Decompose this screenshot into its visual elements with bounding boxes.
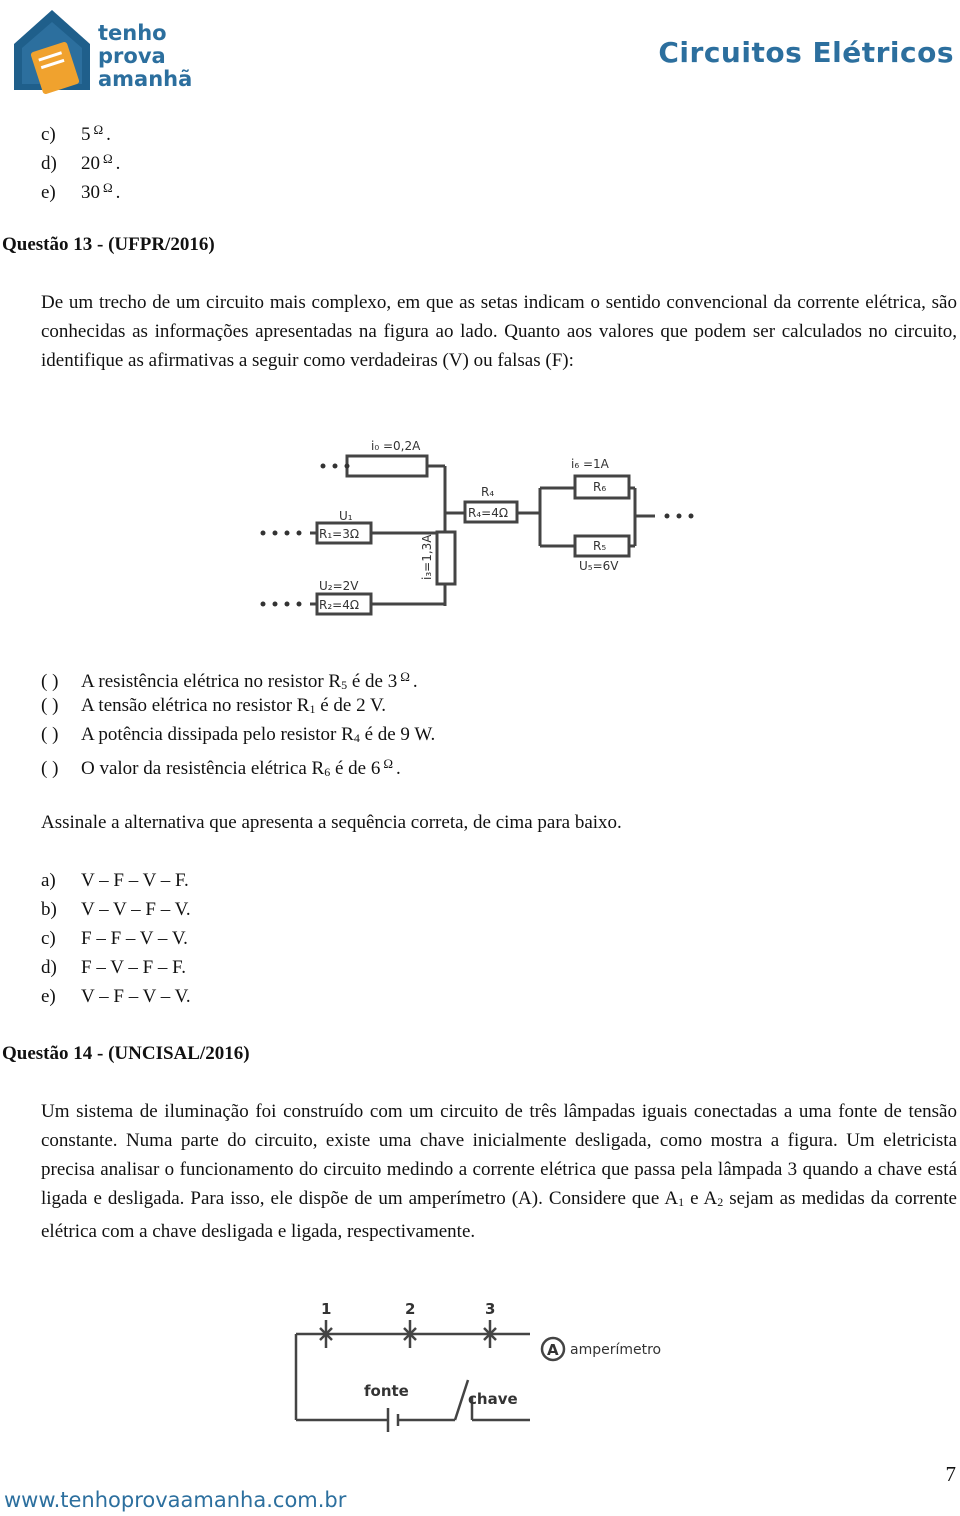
question-13-text: De um trecho de um circuito mais complexo, em que as setas indicam o sentido convencional da corrente elétrica, são conhecidas as informações apresentadas na figura ao lado. Quanto aos valores que podem ser calculados no circuito, identifique as afirmativas a seguir como verdadeiras (V) ou falsas (F): (41, 292, 957, 371)
answer-option (41, 895, 191, 924)
question-14-text-c: sejam as medidas da corrente elétrica com a chave desligada e ligada, respectivamente. (41, 1188, 957, 1242)
question-13-instruction: Assinale a alternativa que apresenta a sequência correta, de cima para baixo. (41, 812, 622, 833)
option-row (41, 173, 120, 207)
label-r2: R₂=4Ω (319, 598, 360, 612)
question-14-title: Questão 14 - (UNCISAL/2016) (2, 1043, 250, 1064)
answer-option (41, 924, 188, 953)
switch-label: chave (468, 1390, 518, 1408)
statement-sub: 6 (324, 765, 331, 779)
lamp-2-label: 2 (405, 1300, 416, 1318)
option-end: . (106, 124, 111, 145)
question-14-text-b: e A (684, 1188, 718, 1209)
ohm-symbol: Ω (93, 122, 104, 137)
subscript-2: 2 (717, 1195, 724, 1209)
circuit-figure-13 (255, 428, 705, 618)
question-14-text-a: Um sistema de iluminação foi construído com um circuito de três lâmpadas iguais conectadas a uma fonte de tensão constante. Numa parte do circuito, existe uma chave inicialmente desligada, como mostra a figura. Um eletricista precisa analisar o funcionamento do circuito medindo a corrente elétrica que passa pela lâmpada 3 quando a chave está ligada e desligada. Para isso, ele dispõe de um amperímetro (A). Considere que A (41, 1101, 957, 1209)
answer-text: V – V – F – V. (81, 899, 191, 920)
answer-option (41, 982, 191, 1011)
ohm-symbol: Ω (103, 180, 113, 195)
option-letter: d) (41, 153, 57, 174)
logo-icon (6, 4, 96, 96)
answer-letter: b) (41, 899, 57, 920)
ohm-symbol: Ω (383, 756, 393, 771)
statement-text-end: é de 2 V. (315, 695, 387, 716)
answer-option (41, 953, 186, 982)
option-value: 30 (81, 182, 100, 203)
ammeter-symbol: A (547, 1341, 559, 1359)
statement-text: A tensão elétrica no resistor R (81, 695, 310, 716)
page-number: 7 (945, 1462, 956, 1486)
label-i0: i₀ =0,2A (371, 439, 421, 453)
logo (6, 4, 193, 96)
answer-letter: a) (41, 870, 56, 891)
subscript-1: 1 (678, 1195, 685, 1209)
label-i6: i₆ =1A (571, 457, 609, 471)
label-r4: R₄=4Ω (468, 506, 509, 520)
source-label: fonte (364, 1382, 409, 1400)
statement-text-end: é de 6 (330, 758, 381, 779)
option-end: . (115, 182, 121, 203)
label-r1: R₁=3Ω (319, 527, 360, 541)
option-letter: e) (41, 182, 56, 203)
label-r6: R₆ (593, 480, 607, 494)
statement-sub: 5 (341, 678, 348, 692)
answer-text: V – F – V – F. (81, 870, 189, 891)
statement-text: O valor da resistência elétrica R (81, 758, 325, 779)
header (0, 0, 960, 100)
brand-title: Circuitos Elétricos (658, 36, 954, 69)
statement-text: A potência dissipada pelo resistor R (81, 724, 354, 745)
ohm-symbol: Ω (103, 151, 113, 166)
statement-box: ( ) (41, 695, 59, 716)
statement-text: A resistência elétrica no resistor R (81, 671, 342, 692)
lamp-3-label: 3 (485, 1300, 496, 1318)
answer-letter: c) (41, 928, 56, 949)
statement-box: ( ) (41, 758, 59, 779)
option-value: 20 (81, 153, 100, 174)
circuit-figure-14 (290, 1296, 680, 1442)
statement-row (41, 749, 401, 787)
label-u1: U₁ (339, 509, 353, 523)
option-value: 5 (81, 124, 91, 145)
option-letter: c) (41, 124, 56, 145)
statement-text-end: é de 9 W. (359, 724, 436, 745)
statement-end: . (396, 758, 401, 779)
label-u2: U₂=2V (319, 579, 359, 593)
label-u5: U₅=6V (579, 559, 619, 573)
question-14-text (41, 1097, 957, 1246)
footer-url[interactable]: www.tenhoprovaamanha.com.br (4, 1488, 347, 1512)
option-end: . (115, 153, 121, 174)
answer-option (41, 866, 189, 895)
statement-box: ( ) (41, 724, 59, 745)
answer-letter: e) (41, 986, 56, 1007)
statement-sub: 1 (309, 702, 316, 716)
question-13-title: Questão 13 - (UFPR/2016) (2, 234, 215, 255)
logo-line-2: prova (98, 44, 166, 68)
answer-text: F – F – V – V. (81, 928, 188, 949)
statement-box: ( ) (41, 671, 59, 692)
answer-text: F – V – F – F. (81, 957, 186, 978)
statement-sub: 4 (353, 731, 360, 745)
statement-text-end: é de 3 (347, 671, 398, 692)
label-r5: R₅ (593, 539, 607, 553)
label-i3: i₃=1,3A (420, 534, 434, 580)
statement-end: . (412, 671, 418, 692)
answer-letter: d) (41, 957, 57, 978)
label-r4-name: R₄ (481, 485, 495, 499)
lamp-1-label: 1 (321, 1300, 332, 1318)
ammeter-label: amperímetro (570, 1342, 662, 1358)
ohm-symbol: Ω (400, 669, 410, 684)
answer-text: V – F – V – V. (81, 986, 191, 1007)
logo-line-1: tenho (98, 21, 167, 45)
logo-line-3: amanhã (98, 67, 193, 91)
